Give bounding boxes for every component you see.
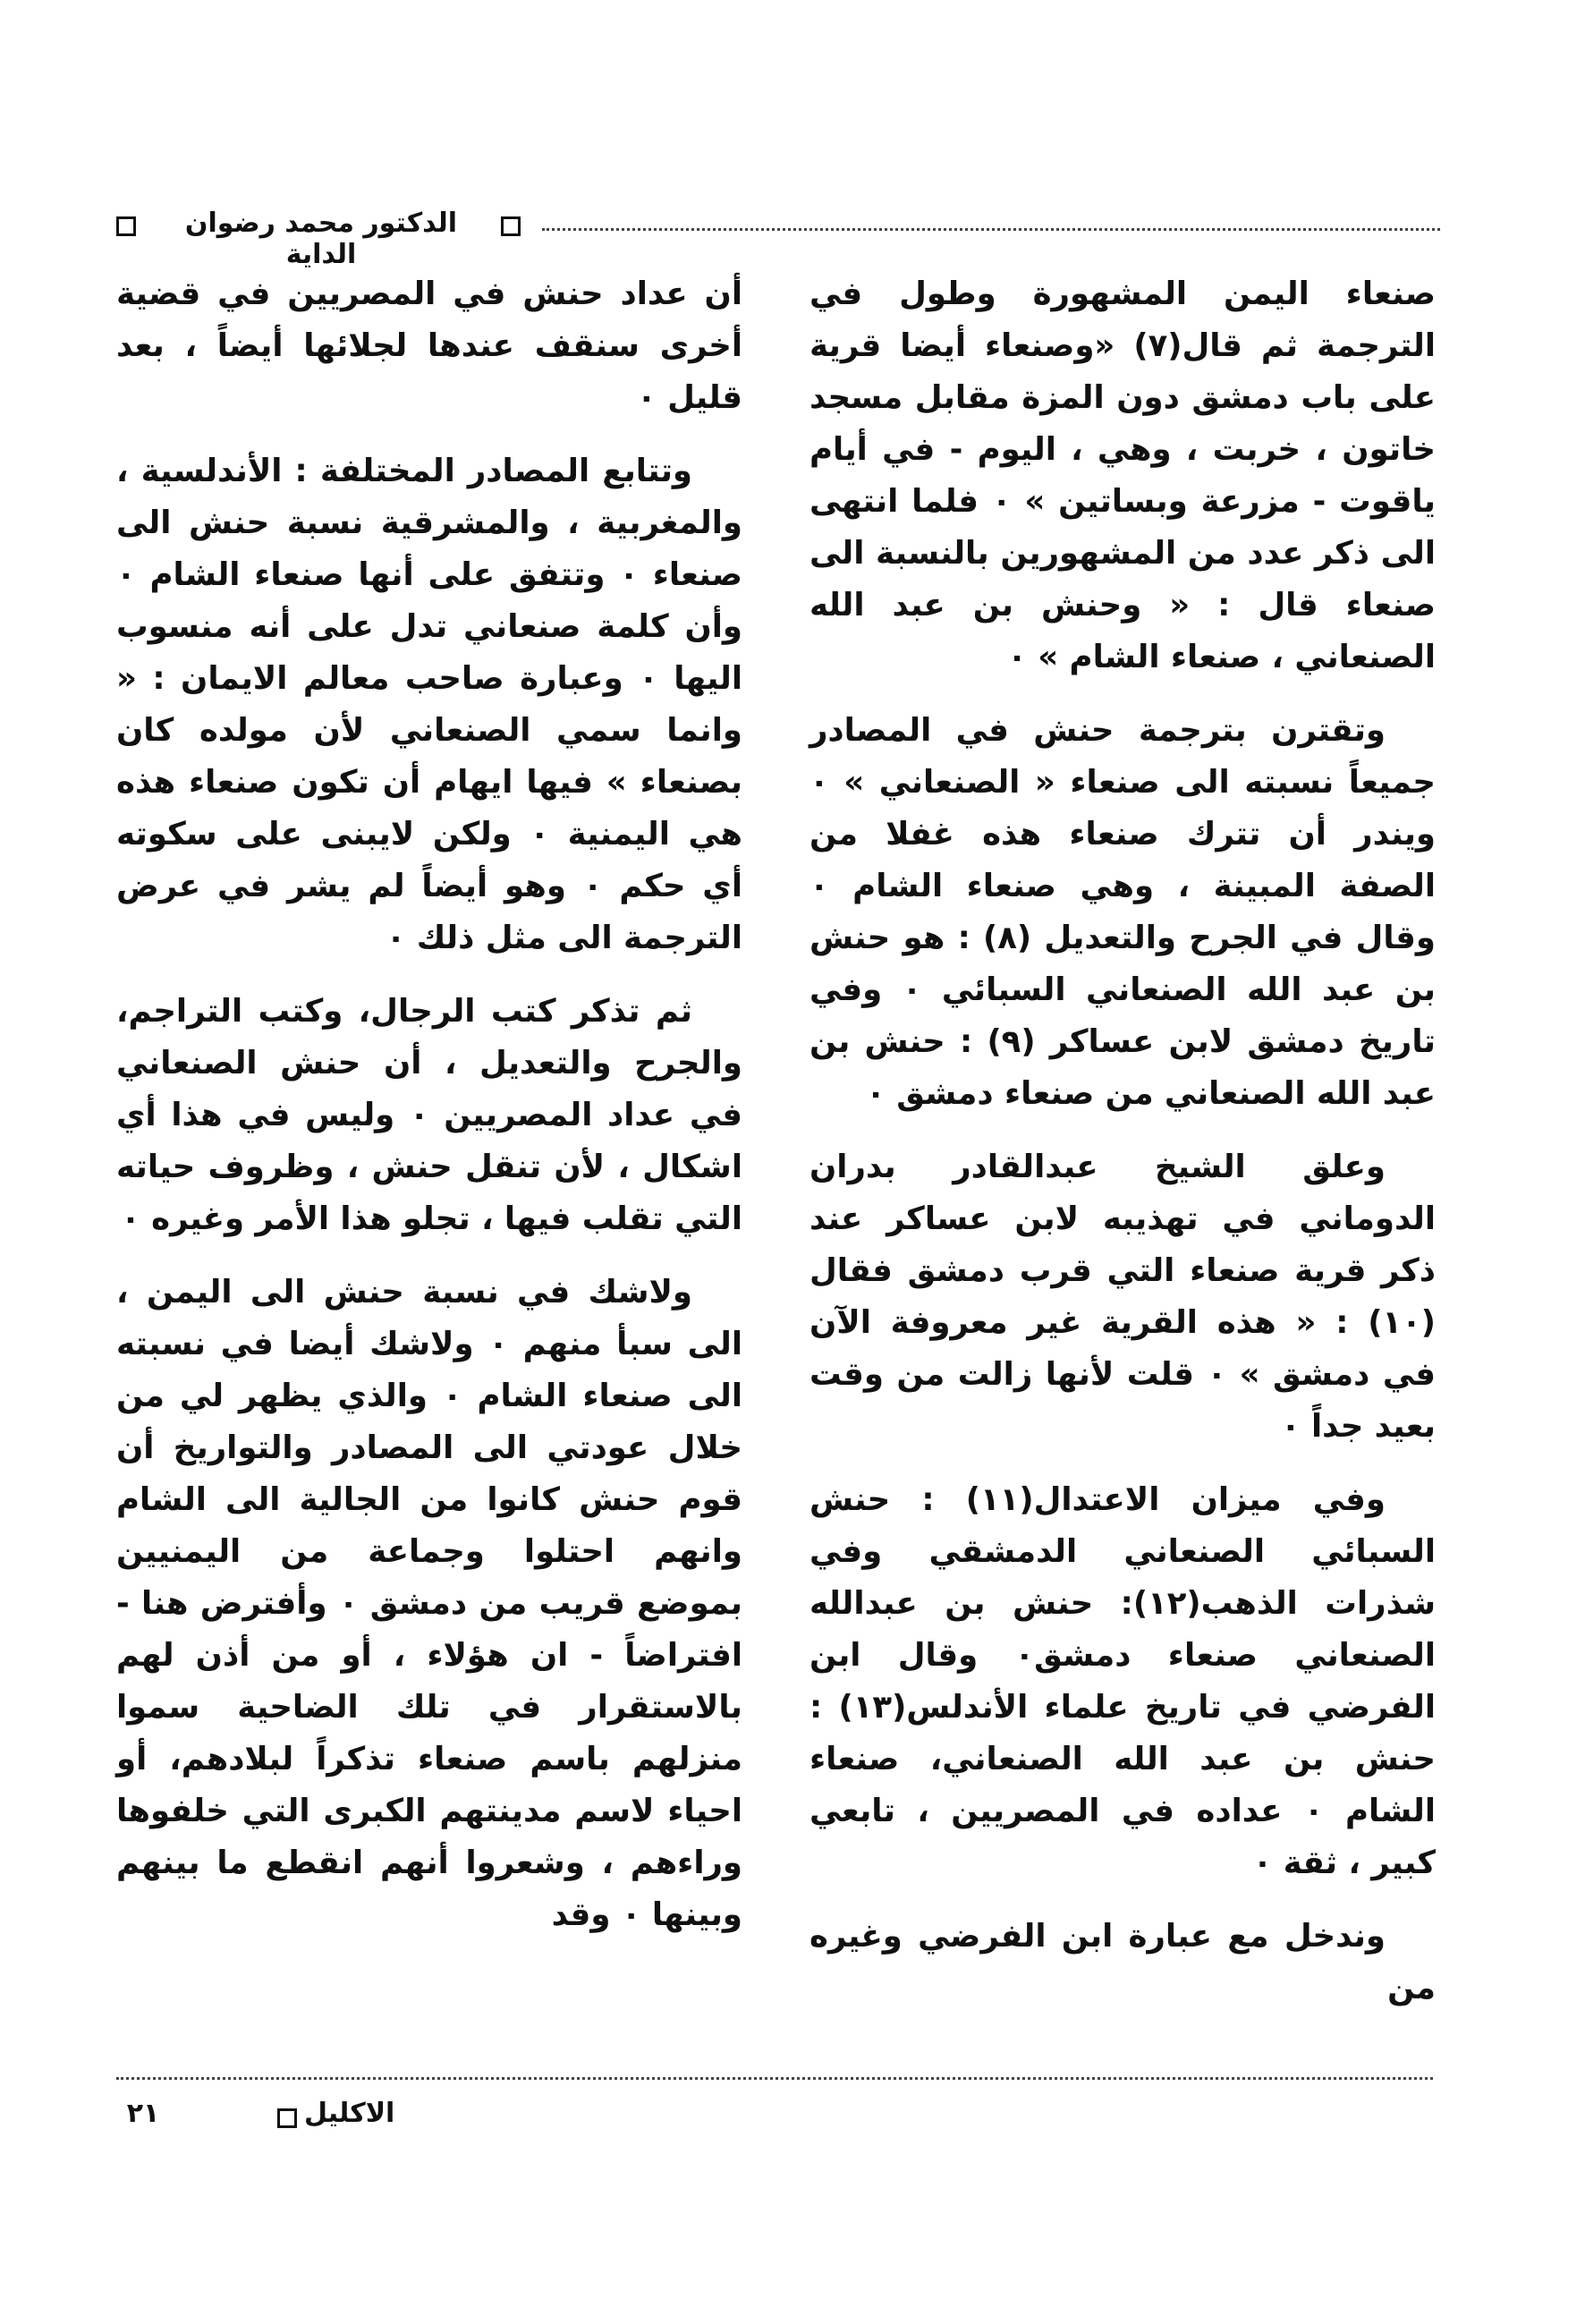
paragraph: أن عداد حنش في المصريين في قضية أخرى سنقف عندها لجلائها أيضاً ، بعد قليل ٠ (116, 276, 742, 416)
running-header (116, 206, 1440, 270)
journal-name: الاكليل (304, 2098, 395, 2129)
header-author: الدكتور محمد رضوان الداية (184, 208, 458, 270)
paragraph: ثم تذكر كتب الرجال، وكتب التراجم، والجرح والتعديل ، أن حنش الصنعاني في عداد المصريين ٠ وليس في هذا أي اشكال ، لأن تنقل حنش ، وظروف حياته التي تقلب فيها ، تجلو هذا الأمر وغيره ٠ (116, 993, 742, 1237)
header-square-icon (116, 216, 136, 236)
right-column (809, 268, 1436, 2036)
paragraph: وندخل مع عبارة ابن الفرضي وغيره من (809, 1918, 1436, 2006)
footer-dotted-rule (116, 2077, 1433, 2080)
running-footer (116, 2098, 395, 2142)
page-number: ٢١ (126, 2098, 160, 2129)
footer-square-icon (277, 2108, 297, 2128)
left-column (116, 268, 742, 1963)
paragraph: ولاشك في نسبة حنش الى اليمن ، الى سبأ منهم ٠ ولاشك أيضا في نسبته الى صنعاء الشام ٠ والذي يظهر لي من خلال عودتي الى المصادر والتواريخ أن قوم حنش كانوا من الجالية الى الشام وانهم احتلوا وجماعة من اليمنيين بموضع قريب من دمشق ٠ وأفترض هنا - افتراضاً - ان هؤلاء ، أو من أذن لهم بالاستقرار في تلك الضاحية سموا منزلهم باسم صنعاء تذكراً لبلادهم، أو احياء لاسم مدينتهم الكبرى التي خلفوها وراءهم ، وشعروا أنهم انقطع ما بينهم وبينها ٠ وقد (116, 1274, 742, 1933)
paragraph: وعلق الشيخ عبدالقادر بدران الدوماني في تهذيبه لابن عساكر عند ذكر قرية صنعاء التي قرب دمشق فقال (١٠) : « هذه القرية غير معروفة الآن في دمشق » ٠ قلت لأنها زالت من وقت بعيد جداً ٠ (809, 1149, 1436, 1445)
paragraph: وتتابع المصادر المختلفة : الأندلسية ، والمغربية ، والمشرقية نسبة حنش الى صنعاء ٠ وتتفق على أنها صنعاء الشام ٠ وأن كلمة صنعاني تدل على أنه منسوب اليها ٠ وعبارة صاحب معالم الايمان : « وانما سمي الصنعاني لأن مولده كان بصنعاء » فيها ايهام أن تكون صنعاء هذه هي اليمنية ٠ ولكن لايبنى على سكوته أي حكم ٠ وهو أيضاً لم يشر في عرض الترجمة الى مثل ذلك ٠ (116, 453, 743, 956)
header-square-icon (501, 216, 521, 236)
paragraph: وفي ميزان الاعتدال(١١) : حنش السبائي الصنعاني الدمشقي وفي شذرات الذهب(١٢): حنش بن عبدالله الصنعاني صنعاء دمشق٠ وقال ابن الفرضي في تاريخ علماء الأندلس(١٣) : حنش بن عبد الله الصنعاني، صنعاء الشام ٠ عداده في المصريين ، تابعي كبير ، ثقة ٠ (809, 1481, 1437, 1881)
paragraph: صنعاء اليمن المشهورة وطول في الترجمة ثم قال(٧) «وصنعاء أيضا قرية على باب دمشق دون المزة مقابل مسجد خاتون ، خربت ، وهي ، اليوم - في أيام ياقوت - مزرعة وبساتين » ٠ فلما انتهى الى ذكر عدد من المشهورين بالنسبة الى صنعاء قال : « وحنش بن عبد الله الصنعاني ، صنعاء الشام » ٠ (809, 276, 1437, 675)
header-dotted-rule (542, 228, 1440, 231)
paragraph: وتقترن بترجمة حنش في المصادر جميعاً نسبته الى صنعاء « الصنعاني » ٠ ويندر أن تترك صنعاء هذه غفلا من الصفة المبينة ، وهي صنعاء الشام ٠ وقال في الجرح والتعديل (٨) : هو حنش بن عبد الله الصنعاني السبائي ٠ وفي تاريخ دمشق لابن عساكر (٩) : حنش بن عبد الله الصنعاني من صنعاء دمشق ٠ (809, 712, 1436, 1112)
